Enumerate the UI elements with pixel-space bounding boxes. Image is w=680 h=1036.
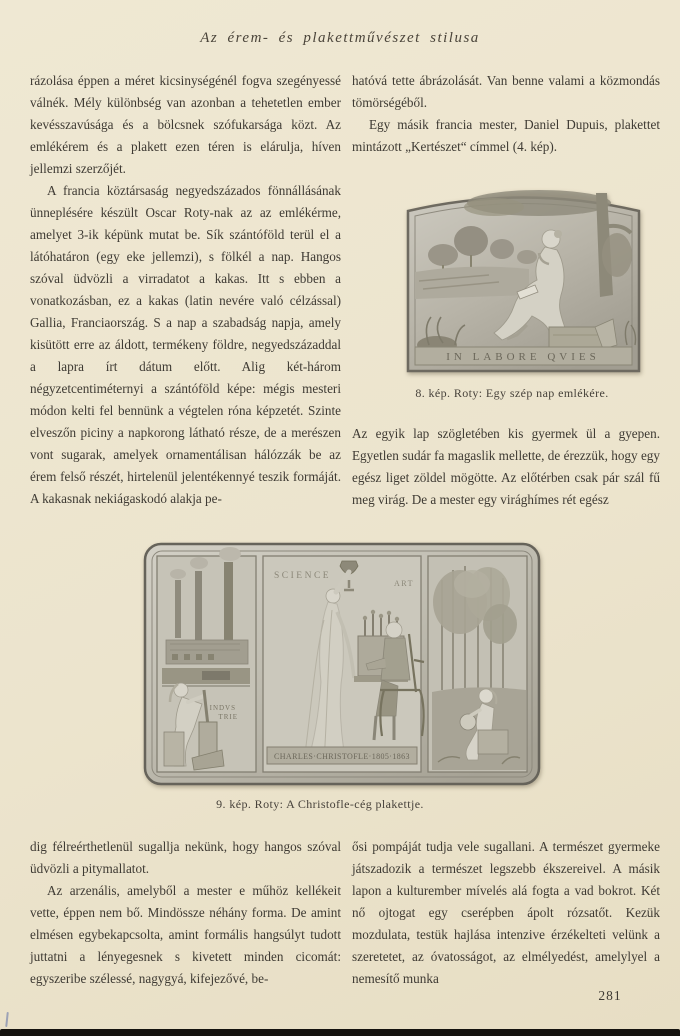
medal-plaque-image: [399, 177, 648, 377]
figure9-caption: 9. kép. Roty: A Christofle-cég plakettje.: [216, 797, 424, 811]
plaque-inscription-industrie-2: TRIE: [218, 713, 238, 721]
paragraph: A francia köztársaság negyedszázados fönnállásának ünneplésére készült Oscar Roty-nak az az emlékérme, amelyet 3-ik képünk mutat be. Sík szántóföld terül el a látóhatáron (egy eke jellemzi), s fölkél a nap. Hangos szóval üdvözli a virradatot a kakas. Itt s ebben a vonatkozásban, ez a kakas (latin nevére való célzással) Gallia, Franciaország. S a nap a szabadság napja, amely kisütött erre az áldott, termékeny földre, negyedszázaddal a lapra írt dátum előtt. Alig két-három négyzetcentiméternyi a szántóföld képe: mégis mesteri módon kelti fel bennünk a végtelen róna képzetét. Szinte elveszőn piciny a napkorong látható része, de a merészen vont sugarak, amelyek ornamentálisan hálózzák be az érem felső részét, hirtelenül jelentékennyé teszik formáját. A kakasnak nekiágaskodó alakja pe-: [30, 183, 341, 506]
plaque-inscription: IN LABORE QVIES: [446, 351, 600, 363]
page-running-title: Az érem- és plakettművészet stilusa: [200, 30, 480, 46]
figure-medal-roty-sunrise: [399, 177, 648, 382]
figure-plaque-christofle: [142, 540, 542, 793]
paragraph: ősi pompáját tudja vele sugallani. A természet gyermeke játszadozik a természet legszebb ékszereivel. A másik lapon a kulturember mívelés alá fogta a vad bokrot. Két nő ojtogat egy cserépben ápolt rózsatőt. Kezük mozdulata, testük hajlása intenzive érzékelteti velünk a szeretetet, az óvatosságot, az elmélyedést, amelylyel a nemesítő munka: [352, 839, 660, 986]
paragraph: dig félreérthetlenül sugallja nekünk, hogy hangos szóval üdvözli a pitymallatot.: [30, 839, 341, 876]
figure8-caption: 8. kép. Roty: Egy szép nap emlékére.: [415, 386, 609, 400]
plaque-inscription-industrie-1: INDVS: [209, 704, 236, 712]
paragraph: Az egyik lap szögletében kis gyermek ül a gyepen. Egyetlen sudár fa magaslik mellette, de érezzük, hogy egy egész liget zöldel mögötte. Az előtérben csak pár szál fű meg virág. De a mester egy virághímes rét egész: [352, 426, 660, 507]
paragraph: rázolása éppen a méret kicsinységénél fogva szegényessé válnék. Mély különbség van azonban a tehetetlen ember kevésszavúsága és a bölcsnek szófukarsága közt. Az emlékérem és a plakett ezen téren is elárulja, híven jellemzi szerzőjét.: [30, 73, 341, 176]
scan-edge-artifact: [0, 1029, 680, 1036]
text-column-left-bottom: [30, 836, 341, 990]
plaque-inscription-christofle: CHARLES·CHRISTOFLE·1805·1863: [274, 752, 410, 761]
paragraph: Egy másik francia mester, Daniel Dupuis, plakettet mintázott „Kertészet“ címmel (4. kép).: [352, 117, 660, 154]
paragraph: Az arzenális, amelyből a mester e műhöz kellékeit vette, éppen nem bő. Mindössze néhány forma. De amint elmésen egybekapcsolta, amint formális hangsúlyt tudott juttatni a lényegesnek s kivetett minden cicomát: egyszeribe szélessé, nagygyá, kifejezővé, be-: [30, 883, 341, 986]
page-number: 281: [598, 988, 622, 1003]
text-column-left-top: [30, 70, 341, 510]
ink-mark: [5, 1012, 9, 1027]
paragraph: hatóvá tette ábrázolását. Van benne valami a közmondás tömörségéből.: [352, 73, 660, 110]
text-column-right-bottom: [352, 836, 660, 990]
text-column-right-top: [352, 70, 660, 158]
text-column-right-middle: [352, 423, 660, 511]
triptych-plaque-image: [142, 540, 542, 788]
plaque-inscription-science: SCIENCE: [274, 571, 332, 581]
plaque-inscription-art: ART: [393, 579, 414, 588]
